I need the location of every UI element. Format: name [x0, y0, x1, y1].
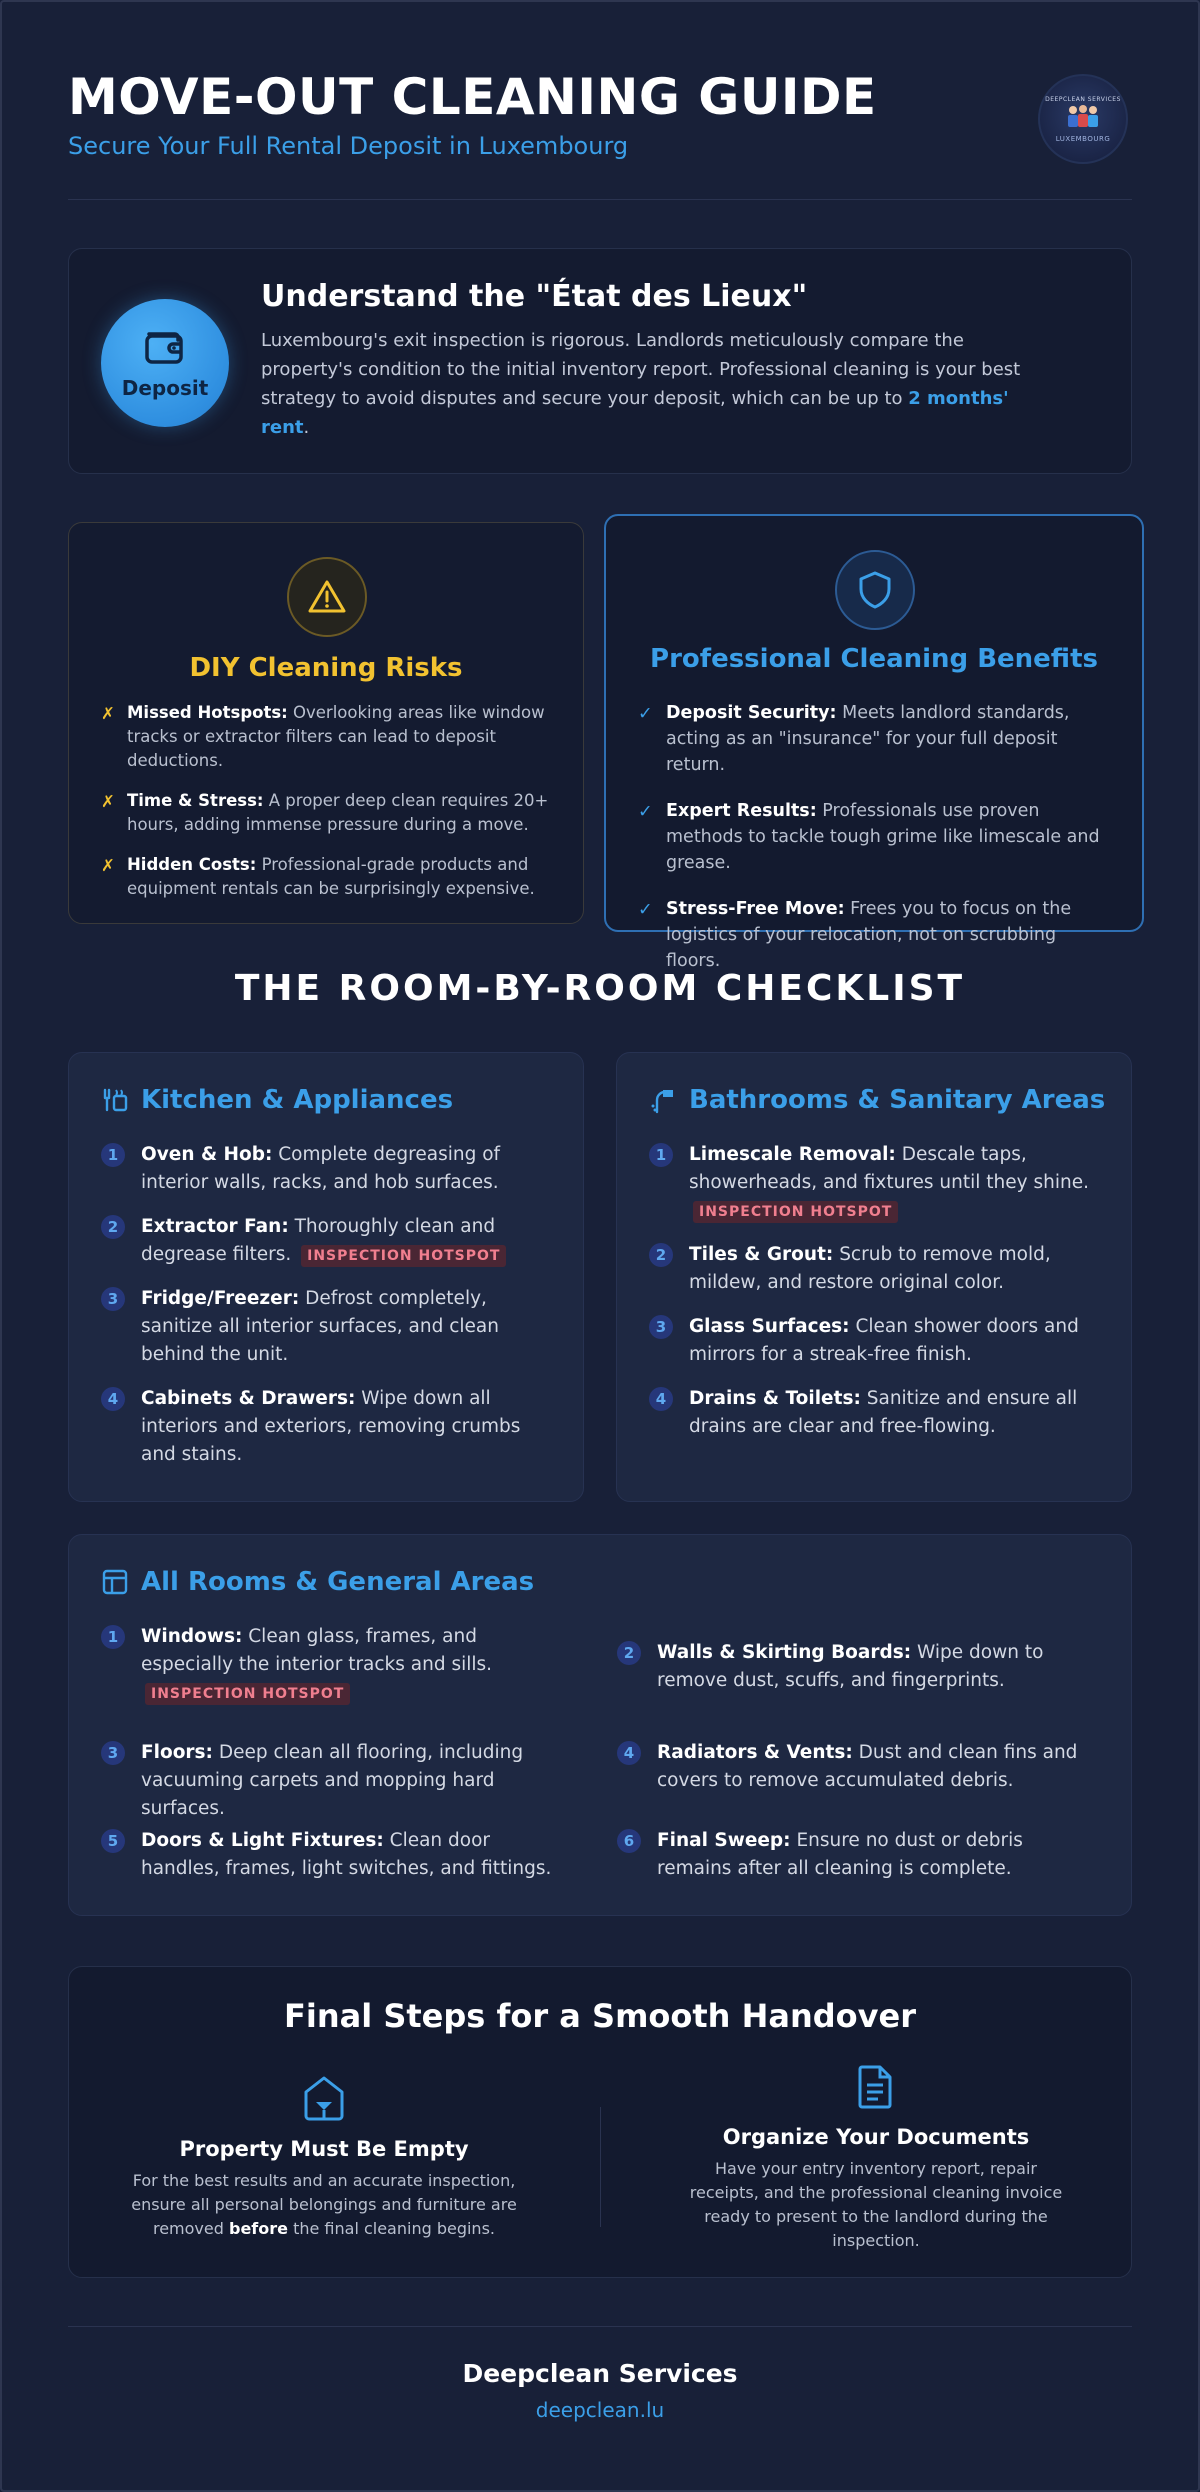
list-item: [101, 1213, 553, 1269]
wallet-icon: [143, 326, 187, 370]
list-item: [617, 1827, 1097, 1883]
general-title: All Rooms & General Areas: [141, 1567, 535, 1597]
intro-body: [261, 326, 1021, 442]
item-text: Complete degreasing of interior walls, racks, and hob surfaces.: [141, 1144, 501, 1193]
item-number: 4: [617, 1741, 641, 1765]
pro-benefits-card: [604, 514, 1144, 971]
empty-property-text: [129, 2169, 519, 2241]
list-item: [638, 798, 1112, 876]
list-item: [101, 1285, 553, 1369]
logo-text: DEEPCLEAN SERVICES: [1045, 95, 1121, 103]
shower-icon: [649, 1086, 677, 1114]
footer: [68, 2326, 1132, 2422]
list-item: [617, 1639, 1097, 1695]
item-number: 2: [617, 1641, 641, 1665]
item-label: Cabinets & Drawers:: [141, 1388, 356, 1409]
pro-benefits-list: [638, 700, 1112, 994]
shield-icon: [835, 550, 915, 630]
kitchen-title: Kitchen & Appliances: [141, 1085, 454, 1115]
intro-text: [261, 279, 1021, 442]
item-number: 3: [101, 1741, 125, 1765]
cross-icon: ✗: [101, 704, 115, 723]
list-item: [649, 1385, 1101, 1441]
list-item: [101, 1827, 571, 1883]
cross-icon: ✗: [101, 856, 115, 875]
empty-property-step: [129, 2073, 519, 2241]
item-number: 3: [649, 1315, 673, 1339]
item-text: Clean glass, frames, and especially the interior tracks and sills.: [141, 1626, 493, 1675]
check-icon: ✓: [638, 704, 653, 724]
list-item: [101, 789, 553, 837]
bathroom-card: [616, 1052, 1132, 1502]
page-subtitle: Secure Your Full Rental Deposit in Luxembourg: [68, 132, 629, 160]
diy-risks-list: [101, 701, 553, 917]
inspection-hotspot-tag: INSPECTION HOTSPOT: [145, 1683, 350, 1705]
logo-subtext: LUXEMBOURG: [1055, 134, 1111, 143]
list-item: [101, 1623, 571, 1707]
deposit-badge: [101, 299, 229, 427]
item-label: Windows:: [141, 1626, 243, 1647]
item-label: Extractor Fan:: [141, 1216, 289, 1237]
kitchen-icon: [101, 1086, 129, 1114]
item-number: 2: [101, 1215, 125, 1239]
kitchen-list: [101, 1141, 553, 1485]
list-item: [101, 1739, 571, 1823]
item-text: Meets landlord standards, acting as an "insurance" for your full deposit return.: [666, 703, 1070, 775]
list-item: [617, 1739, 1097, 1795]
cross-icon: ✗: [101, 792, 115, 811]
intro-heading: Understand the "État des Lieux": [261, 279, 808, 314]
check-icon: ✓: [638, 802, 653, 822]
bathroom-title: Bathrooms & Sanitary Areas: [689, 1085, 1106, 1115]
intro-body-end: .: [303, 417, 310, 438]
item-number: 6: [617, 1829, 641, 1853]
list-item: [638, 700, 1112, 778]
list-item: [101, 853, 553, 901]
item-text: Overlooking areas like window tracks or extractor filters can lead to deposit deductions.: [127, 703, 545, 770]
header: [68, 66, 1132, 200]
kitchen-card: [68, 1052, 584, 1502]
item-label: Walls & Skirting Boards:: [657, 1642, 912, 1663]
item-number: 1: [101, 1625, 125, 1649]
item-label: Missed Hotspots:: [127, 703, 288, 722]
item-number: 1: [101, 1143, 125, 1167]
list-item: [649, 1241, 1101, 1297]
checklist-title: THE ROOM-BY-ROOM CHECKLIST: [234, 968, 966, 1009]
item-text: Clean door handles, frames, light switches, and fittings.: [141, 1830, 552, 1879]
item-text: Professionals use proven methods to tackle tough grime like limescale and grease.: [666, 801, 1100, 873]
item-label: Floors:: [141, 1742, 213, 1763]
final-steps-title: Final Steps for a Smooth Handover: [284, 1997, 916, 2035]
diy-risks-title: DIY Cleaning Risks: [189, 653, 463, 683]
item-label: Stress-Free Move:: [666, 899, 845, 919]
text-part: For the best results and an accurate inspection, ensure all personal belongings and furniture are removed: [131, 2171, 517, 2238]
pro-benefits-title: Professional Cleaning Benefits: [650, 644, 1098, 674]
footer-website-link[interactable]: deepclean.lu: [535, 2398, 665, 2422]
item-label: Expert Results:: [666, 801, 817, 821]
empty-property-title: Property Must Be Empty: [179, 2137, 469, 2161]
item-text: Defrost completely, sanitize all interior surfaces, and clean behind the unit.: [141, 1288, 499, 1365]
kitchen-header: [101, 1085, 453, 1115]
list-item: [101, 701, 553, 773]
item-label: Limescale Removal:: [689, 1144, 896, 1165]
list-item: [101, 1141, 553, 1197]
divider: [600, 2107, 601, 2227]
intro-body-text: Luxembourg's exit inspection is rigorous. Landlords meticulously compare the property's condition to the initial inventory report. Professional cleaning is your best strategy to avoid disputes and secure your deposit, which can be up to: [261, 330, 1021, 409]
item-label: Glass Surfaces:: [689, 1316, 850, 1337]
footer-brand: Deepclean Services: [462, 2359, 738, 2388]
text-part: the final cleaning begins.: [287, 2219, 495, 2238]
bathroom-list: [649, 1141, 1101, 1457]
item-number: 5: [101, 1829, 125, 1853]
item-number: 4: [649, 1387, 673, 1411]
item-text: Thoroughly clean and degrease filters.: [141, 1216, 496, 1265]
item-text: Frees you to focus on the logistics of your relocation, not on scrubbing floors.: [666, 899, 1072, 971]
documents-title: Organize Your Documents: [722, 2125, 1030, 2149]
list-item: [638, 896, 1112, 974]
item-label: Oven & Hob:: [141, 1144, 273, 1165]
list-item: [649, 1313, 1101, 1369]
item-label: Fridge/Freezer:: [141, 1288, 300, 1309]
general-header: [101, 1567, 534, 1597]
item-number: 2: [649, 1243, 673, 1267]
item-text: Scrub to remove mold, mildew, and restore original color.: [689, 1244, 1051, 1293]
item-label: Final Sweep:: [657, 1830, 791, 1851]
company-logo: [1038, 74, 1128, 164]
item-number: 3: [101, 1287, 125, 1311]
text-bold: before: [228, 2219, 288, 2238]
item-text: Wipe down to remove dust, scuffs, and fingerprints.: [657, 1642, 1044, 1691]
intro-highlight: 2 months' rent: [261, 388, 1009, 438]
bathroom-header: [649, 1085, 1105, 1115]
documents-text: Have your entry inventory report, repair receipts, and the professional cleaning invoice ready to present to the landlord during the inspection.: [689, 2159, 1063, 2250]
inspection-hotspot-tag: INSPECTION HOTSPOT: [693, 1201, 898, 1223]
documents-step: [681, 2061, 1071, 2253]
empty-house-icon: [129, 2073, 519, 2123]
item-number: 1: [649, 1143, 673, 1167]
item-number: 4: [101, 1387, 125, 1411]
inspection-hotspot-tag: INSPECTION HOTSPOT: [301, 1245, 506, 1267]
item-label: Doors & Light Fixtures:: [141, 1830, 384, 1851]
item-label: Time & Stress:: [127, 791, 264, 810]
item-text: Sanitize and ensure all drains are clear and free-flowing.: [689, 1388, 1078, 1437]
item-text: Deep clean all flooring, including vacuuming carpets and mopping hard surfaces.: [141, 1742, 524, 1819]
item-label: Drains & Toilets:: [689, 1388, 861, 1409]
intro-card: [68, 248, 1132, 474]
item-text: Dust and clean fins and covers to remove accumulated debris.: [657, 1742, 1078, 1791]
general-areas-card: [68, 1534, 1132, 1916]
item-label: Deposit Security:: [666, 703, 837, 723]
document-icon: [681, 2061, 1071, 2111]
item-text: A proper deep clean requires 20+ hours, adding immense pressure during a move.: [127, 791, 549, 834]
item-label: Tiles & Grout:: [689, 1244, 834, 1265]
item-text: Descale taps, showerheads, and fixtures until they shine.: [689, 1144, 1089, 1193]
page-title: MOVE-OUT CLEANING GUIDE: [68, 68, 877, 126]
item-label: Hidden Costs:: [127, 855, 257, 874]
list-item: [101, 1385, 553, 1469]
item-text: Professional-grade products and equipment rentals can be surprisingly expensive.: [127, 855, 535, 898]
item-label: Radiators & Vents:: [657, 1742, 853, 1763]
item-text: Wipe down all interiors and exteriors, removing crumbs and stains.: [141, 1388, 521, 1465]
deposit-label: Deposit: [121, 376, 209, 400]
check-icon: ✓: [638, 900, 653, 920]
logo-figures-icon: [1063, 103, 1103, 135]
final-steps-card: [68, 1966, 1132, 2278]
warning-triangle-icon: [287, 557, 367, 637]
list-item: [649, 1141, 1101, 1225]
diy-risks-card: [68, 522, 584, 924]
item-text: Ensure no dust or debris remains after all cleaning is complete.: [657, 1830, 1023, 1879]
item-text: Clean shower doors and mirrors for a streak-free finish.: [689, 1316, 1079, 1365]
layout-icon: [101, 1568, 129, 1596]
